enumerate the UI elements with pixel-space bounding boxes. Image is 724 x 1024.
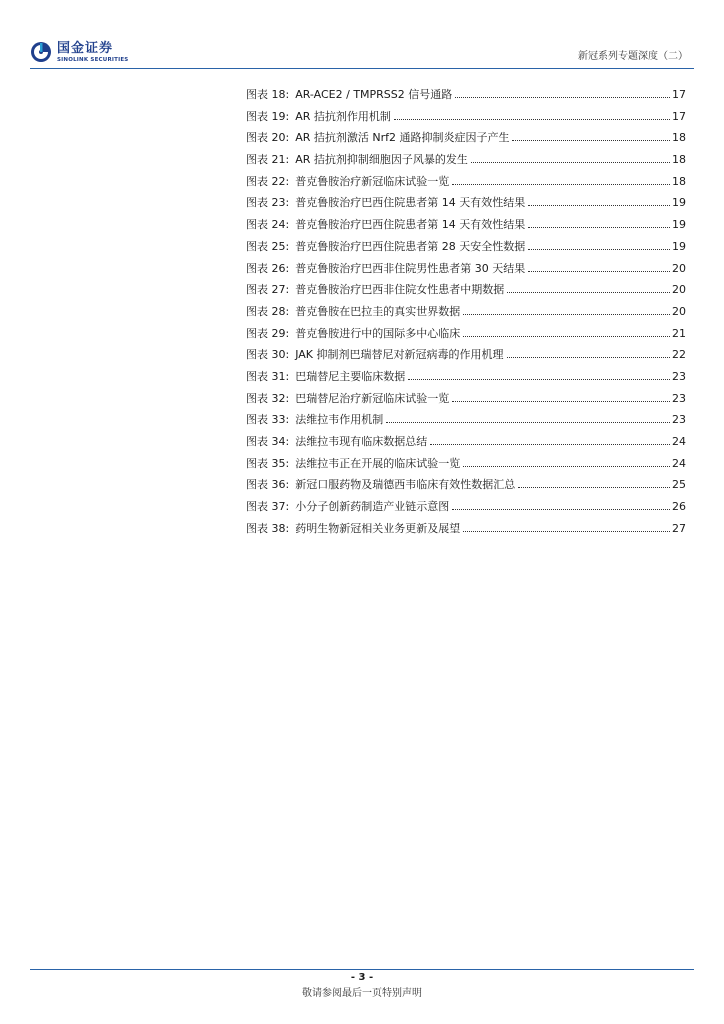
toc-dot-leader [507,356,671,358]
toc-dot-leader [455,96,670,98]
toc-dot-leader [408,378,670,380]
toc-entry[interactable] [246,218,686,240]
toc-dot-leader [452,508,670,510]
toc-entry-label: 图表 23: [246,196,290,210]
toc-dot-leader [386,421,670,423]
toc-entry[interactable] [246,348,686,370]
toc-entry-page: 19 [672,196,686,210]
toc-dot-leader [463,313,670,315]
sinolink-logo-icon [30,41,52,63]
toc-entry[interactable] [246,327,686,349]
toc-entry-label: 图表 20: [246,131,290,145]
toc-entry-title: 普克鲁胺进行中的国际多中心临床 [295,326,461,340]
toc-entry[interactable] [246,175,686,197]
toc-entry-label: 图表 18: [246,88,290,101]
toc-entry[interactable] [246,413,686,435]
toc-entry-label: 图表 33: [246,413,290,427]
toc-entry-page: 19 [672,218,686,232]
toc-entry-page: 20 [672,283,686,297]
toc-entry-title: 普克鲁胺治疗巴西住院患者第 14 天有效性结果 [295,196,526,210]
toc-entry[interactable] [246,110,686,132]
toc-entry-page: 26 [672,500,686,514]
toc-entry[interactable] [246,131,686,153]
toc-entry-page: 23 [672,369,686,383]
toc-entry-page: 18 [672,153,686,167]
toc-entry-title: 普克鲁胺治疗巴西非住院男性患者第 30 天结果 [295,261,526,275]
toc-dot-leader [463,335,670,337]
toc-entry-label: 图表 21: [246,153,290,167]
toc-entry[interactable] [246,88,686,110]
toc-entry-title: AR 拮抗剂作用机制 [295,109,391,123]
page-number: - 3 - [350,972,374,983]
toc-dot-leader [430,443,670,445]
toc-entry-page: 18 [672,174,686,188]
toc-entry-page: 20 [672,261,686,275]
toc-entry-title: 普克鲁胺治疗新冠临床试验一览 [295,174,450,188]
toc-entry-label: 图表 28: [246,304,290,318]
toc-entry-title: 小分子创新药制造产业链示意图 [295,500,450,514]
toc-entry[interactable] [246,522,686,544]
toc-entry[interactable] [246,283,686,305]
toc-entry-page: 17 [672,109,686,123]
toc-entry[interactable] [246,435,686,457]
toc-entry-title: JAK 抑制剂巴瑞替尼对新冠病毒的作用机理 [295,348,504,362]
toc-entry-title: AR 拮抗剂激活 Nrf2 通路抑制炎症因子产生 [295,131,510,145]
toc-entry-label: 图表 27: [246,283,290,297]
toc-entry[interactable] [246,196,686,218]
toc-entry-title: 法维拉韦作用机制 [295,413,384,427]
toc-entry-label: 图表 30: [246,348,290,362]
toc-entry[interactable] [246,305,686,327]
toc-entry-label: 图表 36: [246,478,290,492]
company-logo [30,41,140,67]
toc-entry-title: 普克鲁胺治疗巴西住院患者第 28 天安全性数据 [295,239,526,253]
page-header [0,0,724,80]
toc-dot-leader [452,400,670,402]
toc-entry-page: 24 [672,435,686,448]
toc-dot-leader [452,183,670,185]
toc-entry-page: 25 [672,478,686,492]
toc-dot-leader [528,248,670,250]
toc-entry-label: 图表 32: [246,391,290,405]
toc-entry-page: 21 [672,326,686,340]
toc-dot-leader [463,530,670,532]
toc-entry-label: 图表 22: [246,174,290,188]
toc-entry-page: 20 [672,304,686,318]
toc-entry[interactable] [246,262,686,284]
toc-entry-page: 19 [672,239,686,253]
toc-entry-label: 图表 37: [246,500,290,514]
toc-dot-leader [528,226,670,228]
toc-entry-label: 图表 38: [246,521,290,535]
toc-entry-page: 23 [672,413,686,427]
footer-disclaimer: 敬请参阅最后一页特别声明 [302,988,422,999]
toc-entry-title: 普克鲁胺治疗巴西住院患者第 14 天有效性结果 [295,218,526,232]
toc-entry-page: 27 [672,521,686,535]
toc-entry-title: 药明生物新冠相关业务更新及展望 [295,521,461,535]
toc-entry-label: 图表 25: [246,239,290,253]
logo-english-text: SINOLINK SECURITIES [57,57,129,63]
figure-index-list [246,88,686,543]
toc-entry-label: 图表 35: [246,456,290,470]
toc-dot-leader [463,465,670,467]
toc-entry-title: 普克鲁胺治疗巴西非住院女性患者中期数据 [295,283,505,297]
toc-entry-title: AR 拮抗剂抑制细胞因子风暴的发生 [295,153,468,167]
toc-dot-leader [512,139,670,141]
toc-entry-title: 普克鲁胺在巴拉圭的真实世界数据 [295,304,461,318]
toc-entry-page: 18 [672,131,686,145]
toc-dot-leader [528,270,670,272]
toc-entry[interactable] [246,500,686,522]
toc-entry-title: AR-ACE2 / TMPRSS2 信号通路 [295,88,453,101]
toc-dot-leader [507,291,670,293]
toc-entry-label: 图表 31: [246,369,290,383]
header-divider [30,68,694,69]
toc-entry-label: 图表 34: [246,435,290,448]
toc-dot-leader [394,118,670,120]
document-title: 新冠系列专题深度（二） [578,51,688,62]
logo-chinese-text: 国金证券 [57,41,114,56]
toc-entry-title: 巴瑞替尼主要临床数据 [295,369,406,383]
toc-entry-page: 23 [672,391,686,405]
toc-entry-label: 图表 26: [246,261,290,275]
toc-entry[interactable] [246,240,686,262]
toc-entry[interactable] [246,392,686,414]
toc-entry[interactable] [246,478,686,500]
toc-dot-leader [471,161,670,163]
toc-entry-label: 图表 29: [246,326,290,340]
toc-dot-leader [518,486,670,488]
toc-entry-title: 法维拉韦正在开展的临床试验一览 [295,456,461,470]
toc-entry-label: 图表 19: [246,109,290,123]
toc-entry-page: 24 [672,456,686,470]
toc-entry-title: 巴瑞替尼治疗新冠临床试验一览 [295,391,450,405]
toc-entry-label: 图表 24: [246,218,290,232]
toc-entry-page: 17 [672,88,686,101]
toc-entry-title: 法维拉韦现有临床数据总结 [295,435,428,448]
footer-divider [30,969,694,970]
toc-entry-page: 22 [672,348,686,362]
toc-entry[interactable] [246,370,686,392]
toc-entry-title: 新冠口服药物及瑞德西韦临床有效性数据汇总 [295,478,516,492]
toc-dot-leader [528,204,670,206]
toc-entry[interactable] [246,457,686,479]
toc-entry[interactable] [246,153,686,175]
